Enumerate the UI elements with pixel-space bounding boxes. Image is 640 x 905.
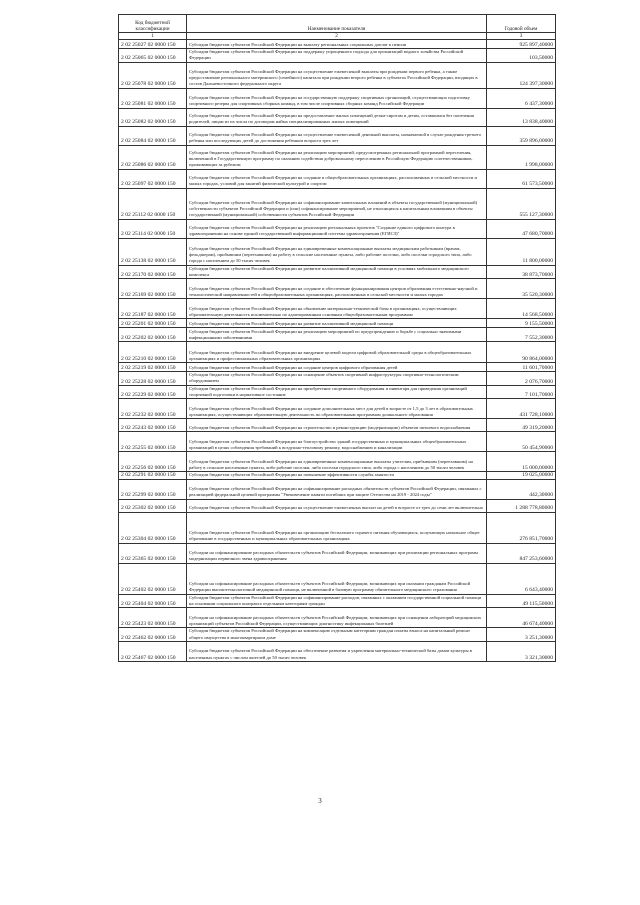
table-row: [119, 88, 556, 108]
annual-volume-cell: 847 253,60000: [487, 543, 556, 563]
table-row: [119, 432, 556, 452]
table-row: [119, 328, 556, 342]
indicator-name-cell: Субсидии бюджетам субъектов Российской Федерации на осуществление ежемесячных выплат на детей в возрасте от трех до семи лет включительно: [187, 499, 487, 512]
indicator-name-cell: Субсидии бюджетам субъектов Российской Федерации на предоставление жилых помещений детям-сиротам и детям, оставшимся без попечения родителей, лицам из их числа по договорам найма специализированных жилых помещений: [187, 108, 487, 126]
table-row: [119, 479, 556, 499]
indicator-name-cell: Субсидии бюджетам субъектов Российской Федерации на создание дополнительных мест для детей в возрасте от 1,5 до 3 лет в образовательных организациях, осуществляющих образовательную деятельность по образовательным программам дошкольного образования: [187, 399, 487, 419]
annual-volume-cell: 3 321,30000: [487, 641, 556, 661]
table-row: [119, 62, 556, 88]
table-row: [119, 419, 556, 432]
budget-table: [118, 14, 556, 662]
annual-volume-cell: 431 728,10000: [487, 399, 556, 419]
table-row: [119, 499, 556, 512]
budget-code-cell: 2 02 25187 02 0000 150: [119, 299, 187, 319]
page-number: 3: [318, 797, 322, 805]
budget-code-cell: 2 02 25027 02 0000 150: [119, 40, 187, 49]
budget-code-cell: 2 02 25138 02 0000 150: [119, 238, 187, 265]
indicator-name-cell: Субсидии бюджетам субъектов Российской Федерации на строительство и реконструкцию (модернизацию) объектов питьевого водоснабжения: [187, 419, 487, 432]
indicator-name-cell: Субсидии бюджетам субъектов Российской Федерации на создание и обеспечение функционирования центров образования естественно-научной и технологической направленностей в общеобразовательных организациях, расположенных в сельской местности и малых городах: [187, 279, 487, 299]
table-row: [119, 169, 556, 188]
table-row: [119, 40, 556, 49]
table-body: [119, 40, 556, 662]
indicator-name-cell: Субсидии бюджетам субъектов Российской Федерации на единовременные компенсационные выплаты учителям, прибывшим (переехавшим) на работу в сельские населенные пункты, либо рабочие поселки, либо поселки городского типа, либо города с населением до 50 тысяч человек: [187, 452, 487, 472]
annual-volume-cell: 276 851,70000: [487, 512, 556, 543]
annual-volume-cell: 6 643,40000: [487, 563, 556, 594]
header-code: Код бюджетной классификации: [119, 15, 187, 33]
budget-code-cell: 2 02 25365 02 0000 150: [119, 543, 187, 563]
annual-volume-cell: 442,30000: [487, 479, 556, 499]
indicator-name-cell: Субсидии бюджетам субъектов Российской Федерации на внедрение целевой модели цифровой образовательной среды в общеобразовательных организациях и профессиональных образовательных организациях: [187, 342, 487, 363]
annual-volume-cell: 9 155,50000: [487, 319, 556, 328]
indicator-name-cell: Субсидии бюджетам субъектов Российской Федерации на осуществление ежемесячной выплаты при рождении первого ребенка, а также предоставление регионального материнского (семейного) капитала при рождении второго ребенка в субъектах Российской Федерации, входящих в состав Дальневосточного федерального округа: [187, 62, 487, 88]
indicator-name-cell: Субсидии бюджетам субъектов Российской Федерации на поддержку упрощенного подхода для организаций водного хозяйства Российской Федерации: [187, 49, 487, 63]
indicator-name-cell: Субсидии бюджетам субъектов Российской Федерации на выплату региональных социальных доплат к пенсии: [187, 40, 487, 49]
header-name: Наименование показателя: [187, 15, 487, 33]
table-row: [119, 49, 556, 63]
budget-code-cell: 2 02 25219 02 0000 150: [119, 363, 187, 372]
table-row: [119, 299, 556, 319]
budget-code-cell: 2 02 25202 02 0000 150: [119, 328, 187, 342]
annual-volume-cell: 49 319,20000: [487, 419, 556, 432]
indicator-name-cell: Субсидии бюджетам субъектов Российской Федерации на развитие паллиативной медицинской помощи в условиях мобильного медицинского комплекса: [187, 265, 487, 279]
indicator-name-cell: Субсидии на софинансирование расходных обязательств субъектов Российской Федерации, возникающих при реализации региональных программ модернизации первичного звена здравоохранения: [187, 543, 487, 563]
table-row: [119, 563, 556, 594]
annual-volume-cell: 124 397,30000: [487, 62, 556, 88]
table-row: [119, 108, 556, 126]
indicator-name-cell: Субсидии бюджетам субъектов Российской Федерации на создание центров цифрового образования детей: [187, 363, 487, 372]
budget-code-cell: 2 02 25467 02 0000 150: [119, 641, 187, 661]
annual-volume-cell: 1 998,00000: [487, 145, 556, 169]
annual-volume-cell: 359 896,00000: [487, 126, 556, 145]
table-row: [119, 385, 556, 399]
annual-volume-cell: 925 897,40000: [487, 40, 556, 49]
budget-code-cell: 2 02 25086 02 0000 150: [119, 145, 187, 169]
indicator-name-cell: Субсидии бюджетам субъектов Российской Федерации на повышение эффективности службы занятости: [187, 472, 487, 479]
budget-code-cell: 2 02 25304 02 0000 150: [119, 512, 187, 543]
table-row: [119, 319, 556, 328]
annual-volume-cell: 2 076,70000: [487, 372, 556, 386]
budget-code-cell: 2 02 25169 02 0000 150: [119, 279, 187, 299]
indicator-name-cell: Субсидии бюджетам субъектов Российской Федерации на обновление материально-технической базы в организациях, осуществляющих образовательную деятельность исключительно по адаптированным основным общеобразовательным программам: [187, 299, 487, 319]
indicator-name-cell: Субсидии на софинансирование расходных обязательств субъектов Российской Федерации, возникающих при оснащении лабораторий медицинских организаций субъектов Российской Федерации, осуществляющих диагностику инфекционных болезней: [187, 608, 487, 628]
table-row: [119, 608, 556, 628]
indicator-name-cell: Субсидии бюджетам субъектов Российской Федерации на благоустройство зданий государственных и муниципальных общеобразовательных организаций в целях соблюдения требований к воздушно-тепловому режиму, водоснабжению и канализации: [187, 432, 487, 452]
budget-code-cell: 2 02 25232 02 0000 150: [119, 399, 187, 419]
annual-volume-cell: 14 568,50000: [487, 299, 556, 319]
budget-code-cell: 2 02 25255 02 0000 150: [119, 432, 187, 452]
budget-code-cell: 2 02 25078 02 0000 150: [119, 62, 187, 88]
indicator-name-cell: Субсидии бюджетам субъектов Российской Федерации на оснащение объектов спортивной инфраструктуры спортивно-технологическим оборудованием: [187, 372, 487, 386]
indicator-name-cell: Субсидии бюджетам субъектов Российской Федерации на государственную поддержку спортивных организаций, осуществляющих подготовку спортивного резерва для спортивных сборных команд, в том числе спортивных сборных команд Российской Федерации: [187, 88, 487, 108]
column-number-row: [119, 33, 556, 40]
budget-code-cell: 2 02 25256 02 0000 150: [119, 452, 187, 472]
table-row: [119, 594, 556, 608]
budget-code-cell: 2 02 25084 02 0000 150: [119, 126, 187, 145]
budget-code-cell: 2 02 25228 02 0000 150: [119, 372, 187, 386]
indicator-name-cell: Субсидии бюджетам субъектов Российской Федерации на софинансирование капитальных вложений в объекты государственной (муниципальной) собственности субъектов Российской Федерации и (или) софинансирование мероприятий, не относящихся к капитальным вложениям в объекты государственной (муниципальной) собственности субъектов Российской Федерации: [187, 188, 487, 219]
indicator-name-cell: Субсидии бюджетам субъектов Российской Федерации на осуществление ежемесячной денежной выплаты, назначаемой в случае рождения третьего ребенка или последующих детей до достижения ребенком возраста трех лет: [187, 126, 487, 145]
indicator-name-cell: Субсидии бюджетам субъектов Российской Федерации на реализацию региональных проектов "Создание единого цифрового контура в здравоохранении на основе единой государственной информационной системы здравоохранения (ЕГИСЗ)": [187, 219, 487, 238]
budget-code-cell: 2 02 25229 02 0000 150: [119, 385, 187, 399]
indicator-name-cell: Субсидии бюджетам субъектов Российской Федерации на софинансирование расходных обязательств субъектов Российской Федерации, связанных с реализацией федеральной целевой программы "Увековечение памяти погибших при защите Отечества на 2019 - 2024 годы": [187, 479, 487, 499]
annual-volume-cell: 46 674,40000: [487, 608, 556, 628]
budget-code-cell: 2 02 25082 02 0000 150: [119, 108, 187, 126]
table-header-row: [119, 15, 556, 33]
column-number: 1: [119, 33, 187, 40]
annual-volume-cell: 555 127,30000: [487, 188, 556, 219]
table-row: [119, 219, 556, 238]
annual-volume-cell: 50 454,90000: [487, 432, 556, 452]
table-row: [119, 126, 556, 145]
budget-code-cell: 2 02 25462 02 0000 150: [119, 628, 187, 642]
indicator-name-cell: Субсидии бюджетам субъектов Российской Федерации на единовременные компенсационные выплаты медицинским работникам (врачам, фельдшерам), прибывшим (переехавшим) на работу в сельские населенные пункты, либо рабочие поселки, либо поселки городского типа, либо города с населением до 50 тысяч человек: [187, 238, 487, 265]
table-row: [119, 472, 556, 479]
budget-code-cell: 2 02 25114 02 0000 150: [119, 219, 187, 238]
annual-volume-cell: 90 864,00000: [487, 342, 556, 363]
annual-volume-cell: 103,50000: [487, 49, 556, 63]
budget-code-cell: 2 02 25291 02 0000 150: [119, 472, 187, 479]
indicator-name-cell: Субсидии бюджетам субъектов Российской Федерации на создание в общеобразовательных организациях, расположенных в сельской местности и малых городах, условий для занятий физической культурой и спортом: [187, 169, 487, 188]
budget-code-cell: 2 02 25201 02 0000 150: [119, 319, 187, 328]
table-row: [119, 342, 556, 363]
annual-volume-cell: 3 251,30000: [487, 628, 556, 642]
column-number: 2: [187, 33, 487, 40]
indicator-name-cell: Субсидии бюджетам субъектов Российской Федерации на организацию бесплатного горячего питания обучающихся, получающих начальное общее образование в государственных и муниципальных образовательных организациях: [187, 512, 487, 543]
indicator-name-cell: Субсидии бюджетам субъектов Российской Федерации на реализацию мероприятий, предусмотренных региональной программой переселения, включенной в Государственную программу по оказанию содействия добровольному переселению в Российскую Федерацию соотечественников, проживающих за рубежом: [187, 145, 487, 169]
indicator-name-cell: Субсидии бюджетам субъектов Российской Федерации на софинансирование расходов, связанных с оказанием государственной социальной помощи на основании социального контракта отдельным категориям граждан: [187, 594, 487, 608]
indicator-name-cell: Субсидии бюджетам субъектов Российской Федерации на компенсацию отдельным категориям граждан оплаты взноса на капитальный ремонт общего имущества в многоквартирном доме: [187, 628, 487, 642]
header-volume: Годовой объем: [487, 15, 556, 33]
budget-code-cell: 2 02 25081 02 0000 150: [119, 88, 187, 108]
annual-volume-cell: 49 115,50000: [487, 594, 556, 608]
annual-volume-cell: 35 520,30000: [487, 279, 556, 299]
budget-code-cell: 2 02 25210 02 0000 150: [119, 342, 187, 363]
annual-volume-cell: 11 800,00000: [487, 238, 556, 265]
table-row: [119, 145, 556, 169]
annual-volume-cell: 7 552,30000: [487, 328, 556, 342]
indicator-name-cell: Субсидии на софинансирование расходных обязательств субъектов Российской Федерации, возникающих при оказании гражданам Российской Федерации высокотехнологичной медицинской помощи, не включенной в базовую программу обязательного медицинского страхования: [187, 563, 487, 594]
budget-code-cell: 2 02 25112 02 0000 150: [119, 188, 187, 219]
annual-volume-cell: 47 680,70000: [487, 219, 556, 238]
column-number: 3: [487, 33, 556, 40]
table-row: [119, 399, 556, 419]
annual-volume-cell: 38 873,70000: [487, 265, 556, 279]
table-row: [119, 363, 556, 372]
table-row: [119, 188, 556, 219]
budget-code-cell: 2 02 25299 02 0000 150: [119, 479, 187, 499]
budget-code-cell: 2 02 25243 02 0000 150: [119, 419, 187, 432]
budget-code-cell: 2 02 25402 02 0000 150: [119, 563, 187, 594]
table-row: [119, 372, 556, 386]
table-row: [119, 512, 556, 543]
table-row: [119, 628, 556, 642]
table-row: [119, 265, 556, 279]
annual-volume-cell: 19 025,00000: [487, 472, 556, 479]
annual-volume-cell: 11 601,70000: [487, 363, 556, 372]
table-row: [119, 641, 556, 661]
annual-volume-cell: 7 101,70000: [487, 385, 556, 399]
budget-code-cell: 2 02 25404 02 0000 150: [119, 594, 187, 608]
budget-code-cell: 2 02 25170 02 0000 150: [119, 265, 187, 279]
table-row: [119, 543, 556, 563]
table-row: [119, 452, 556, 472]
budget-code-cell: 2 02 25065 02 0000 150: [119, 49, 187, 63]
annual-volume-cell: 15 000,00000: [487, 452, 556, 472]
annual-volume-cell: 61 573,50000: [487, 169, 556, 188]
indicator-name-cell: Субсидии бюджетам субъектов Российской Федерации на приобретение спортивного оборудования и инвентаря для приведения организаций спортивной подготовки в нормативное состояние: [187, 385, 487, 399]
table-row: [119, 238, 556, 265]
annual-volume-cell: 6 437,30000: [487, 88, 556, 108]
table-row: [119, 279, 556, 299]
budget-code-cell: 2 02 25423 02 0000 150: [119, 608, 187, 628]
indicator-name-cell: Субсидии бюджетам субъектов Российской Федерации на развитие паллиативной медицинской помощи: [187, 319, 487, 328]
budget-code-cell: 2 02 25302 02 0000 150: [119, 499, 187, 512]
annual-volume-cell: 13 838,40000: [487, 108, 556, 126]
annual-volume-cell: 1 288 778,80000: [487, 499, 556, 512]
indicator-name-cell: Субсидии бюджетам субъектов Российской Федерации на обеспечение развития и укрепления материально-технической базы домов культуры в населенных пунктах с числом жителей до 50 тысяч человек: [187, 641, 487, 661]
indicator-name-cell: Субсидии бюджетам субъектов Российской Федерации на реализацию мероприятий по предупреждению и борьбе с социально значимыми инфекционными заболеваниями: [187, 328, 487, 342]
budget-code-cell: 2 02 25097 02 0000 150: [119, 169, 187, 188]
